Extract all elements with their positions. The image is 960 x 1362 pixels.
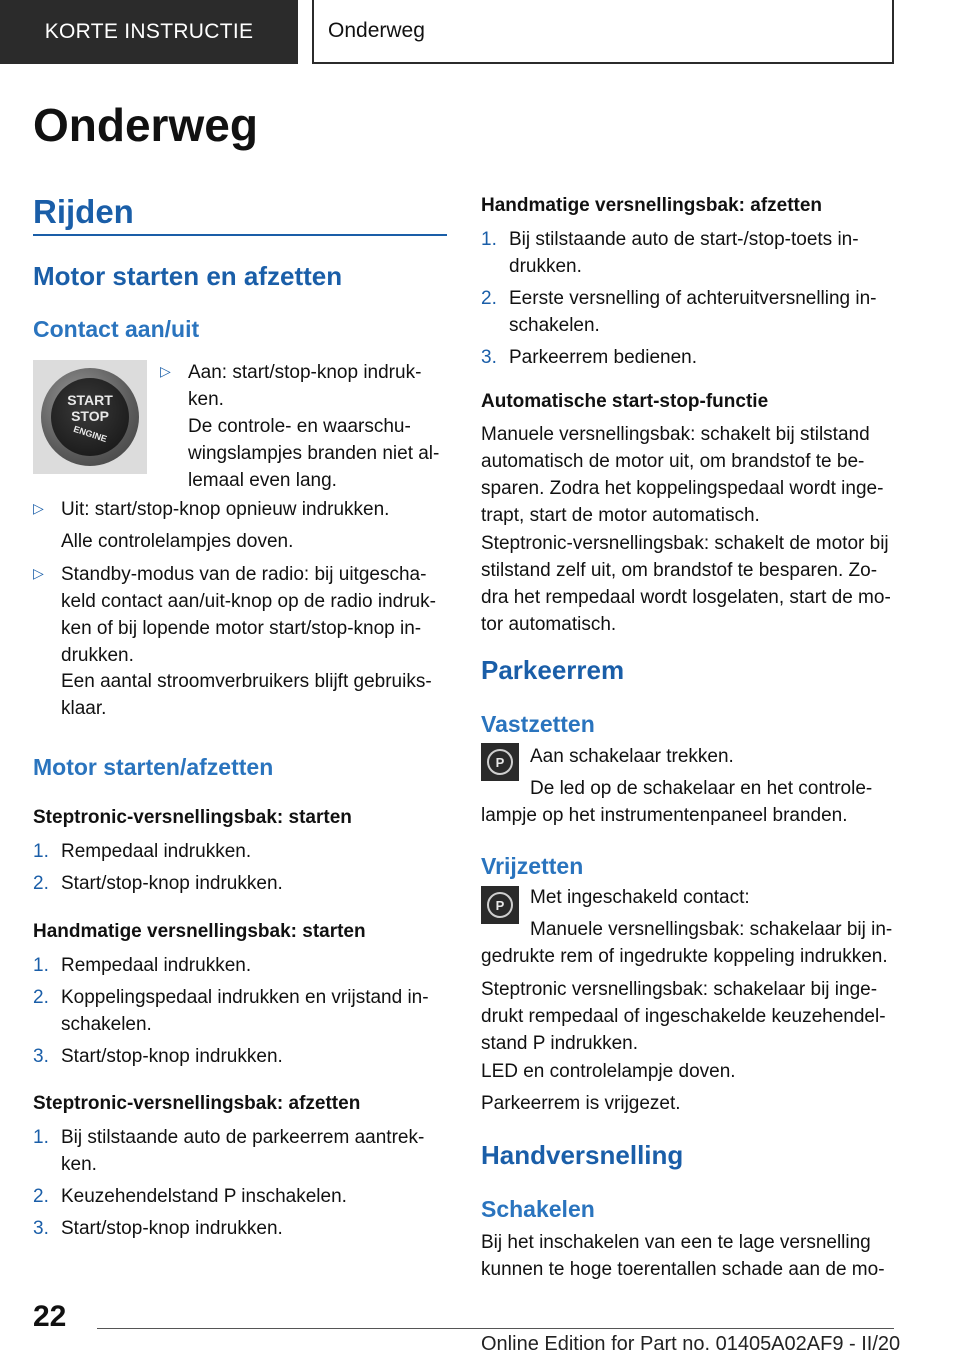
footer-edition: Online Edition for Part no. 01405A02AF9 - II/20 [481, 1333, 901, 1355]
start-stop-button-image [33, 360, 147, 474]
heading-rule [33, 234, 447, 236]
heading-handversnelling: Handversnelling [481, 1140, 684, 1170]
list-steptronic-starten [33, 838, 283, 897]
schakelen-paragraph: Bij het inschakelen van een te lage versnelling kunnen te hoge toerentallen schade aan de mo- [481, 1232, 885, 1280]
contact-item-note: De controle- en waarschu- wingslampjes branden niet al- lemaal even lang. [188, 416, 440, 491]
heading-motor-starten-afzetten-sub: Motor starten/afzetten [33, 754, 274, 780]
list-item: 3. Start/stop-knop indrukken. [33, 1218, 283, 1239]
vastzetten-line-2b: lampje op het instrumentenpaneel branden. [481, 805, 848, 826]
heading-steptronic-starten: Steptronic-versnellingsbak: starten [33, 807, 352, 828]
list-item: 1. Rempedaal indrukken. [33, 955, 252, 976]
list-steptronic-afzetten [33, 1124, 453, 1242]
start-label: START [67, 392, 113, 408]
list-item: 2. Koppelingspedaal indrukken en vrijstand in- schakelen. [33, 987, 429, 1035]
parking-brake-icon: P [481, 743, 519, 781]
vrijzetten-paragraph-5: Parkeerrem is vrijgezet. [481, 1093, 681, 1114]
vrijzetten-paragraph-3: Steptronic versnellingsbak: schakelaar bij inge- drukt rempedaal of ingeschakelde keuzehendel- stand P indrukken. [481, 979, 886, 1054]
heading-contact-aan-uit: Contact aan/uit [33, 316, 200, 342]
vastzetten-line-1: Aan schakelaar trekken. [530, 746, 734, 767]
triangle-bullet-icon: ▷ [160, 363, 171, 379]
page-title: Onderweg [33, 99, 258, 151]
contact-item-aan: ▷ Aan: start/stop-knop indruk- ken. [160, 358, 450, 413]
footer-rule [97, 1328, 894, 1329]
section-tab: KORTE INSTRUCTIE [0, 0, 298, 64]
vrijzetten-paragraph-4: LED en controlelampje doven. [481, 1061, 736, 1082]
heading-vrijzetten: Vrijzetten [481, 853, 584, 879]
contact-item-uit: ▷ Uit: start/stop-knop opnieuw indrukken. [33, 495, 447, 523]
list-handmatig-afzetten [481, 226, 901, 371]
heading-automatische-start-stop: Automatische start-stop-functie [481, 391, 769, 412]
start-stop-face [51, 378, 129, 456]
auto-paragraph-2: Steptronic-versnellingsbak: schakelt de motor bij stilstand zelf uit, om brandstof te besparen. Zo- dra het rempedaal wordt losgelaten, start de mo- tor automatisch. [481, 533, 891, 635]
list-item: 3. Start/stop-knop indrukken. [33, 1046, 283, 1067]
start-stop-ring [41, 368, 139, 466]
heading-vastzetten: Vastzetten [481, 711, 595, 737]
list-item: 1. Bij stilstaande auto de start-/stop-toets in- drukken. [481, 229, 859, 277]
contact-item-uit-note: Alle controlelampjes doven. [61, 531, 294, 552]
contact-item-standby-note: Een aantal stroomverbruikers blijft gebruiks- klaar. [61, 671, 432, 719]
triangle-bullet-icon: ▷ [33, 565, 44, 581]
vrijzetten-line-2b: gedrukte rem of ingedrukte koppeling indrukken. [481, 946, 888, 967]
list-item: 2. Start/stop-knop indrukken. [33, 873, 283, 894]
heading-steptronic-afzetten: Steptronic-versnellingsbak: afzetten [33, 1093, 361, 1114]
chapter-tab: Onderweg [312, 0, 894, 64]
list-item: 1. Bij stilstaande auto de parkeerrem aantrek- ken. [33, 1127, 425, 1175]
vrijzetten-line-2a: Manuele versnellingsbak: schakelaar bij in- [530, 919, 893, 940]
heading-parkeerrem: Parkeerrem [481, 655, 625, 685]
engine-label: ENGINE [72, 423, 108, 445]
heading-motor-starten-afzetten: Motor starten en afzetten [33, 261, 343, 291]
auto-paragraph-1: Manuele versnellingsbak: schakelt bij stilstand automatisch de motor uit, om brandstof te be- sparen. Zodra het koppelingspedaal wordt inge- trapt, start de motor automatisch. [481, 424, 884, 526]
vastzetten-line-2a: De led op de schakelaar en het controle- [530, 778, 873, 799]
list-item: 3. Parkeerrem bedienen. [481, 347, 697, 368]
heading-rijden: Rijden [33, 193, 134, 230]
list-item: 2. Keuzehendelstand P inschakelen. [33, 1186, 347, 1207]
heading-schakelen: Schakelen [481, 1196, 595, 1222]
list-item: 1. Rempedaal indrukken. [33, 841, 252, 862]
contact-item-standby: ▷ Standby-modus van de radio: bij uitgescha- keld contact aan/uit-knop op de radio indruk- ken of bij lopende motor start/stop-knop in- drukken. [33, 560, 453, 669]
page-number: 22 [33, 1300, 67, 1333]
heading-handmatig-starten: Handmatige versnellingsbak: starten [33, 921, 366, 942]
heading-handmatig-afzetten: Handmatige versnellingsbak: afzetten [481, 195, 823, 216]
vrijzetten-line-1: Met ingeschakeld contact: [530, 887, 750, 908]
list-item: 2. Eerste versnelling of achteruitversnelling in- schakelen. [481, 288, 877, 336]
triangle-bullet-icon: ▷ [33, 500, 44, 516]
list-handmatig-starten [33, 952, 453, 1070]
parking-brake-icon: P [481, 886, 519, 924]
stop-label: STOP [71, 408, 109, 424]
